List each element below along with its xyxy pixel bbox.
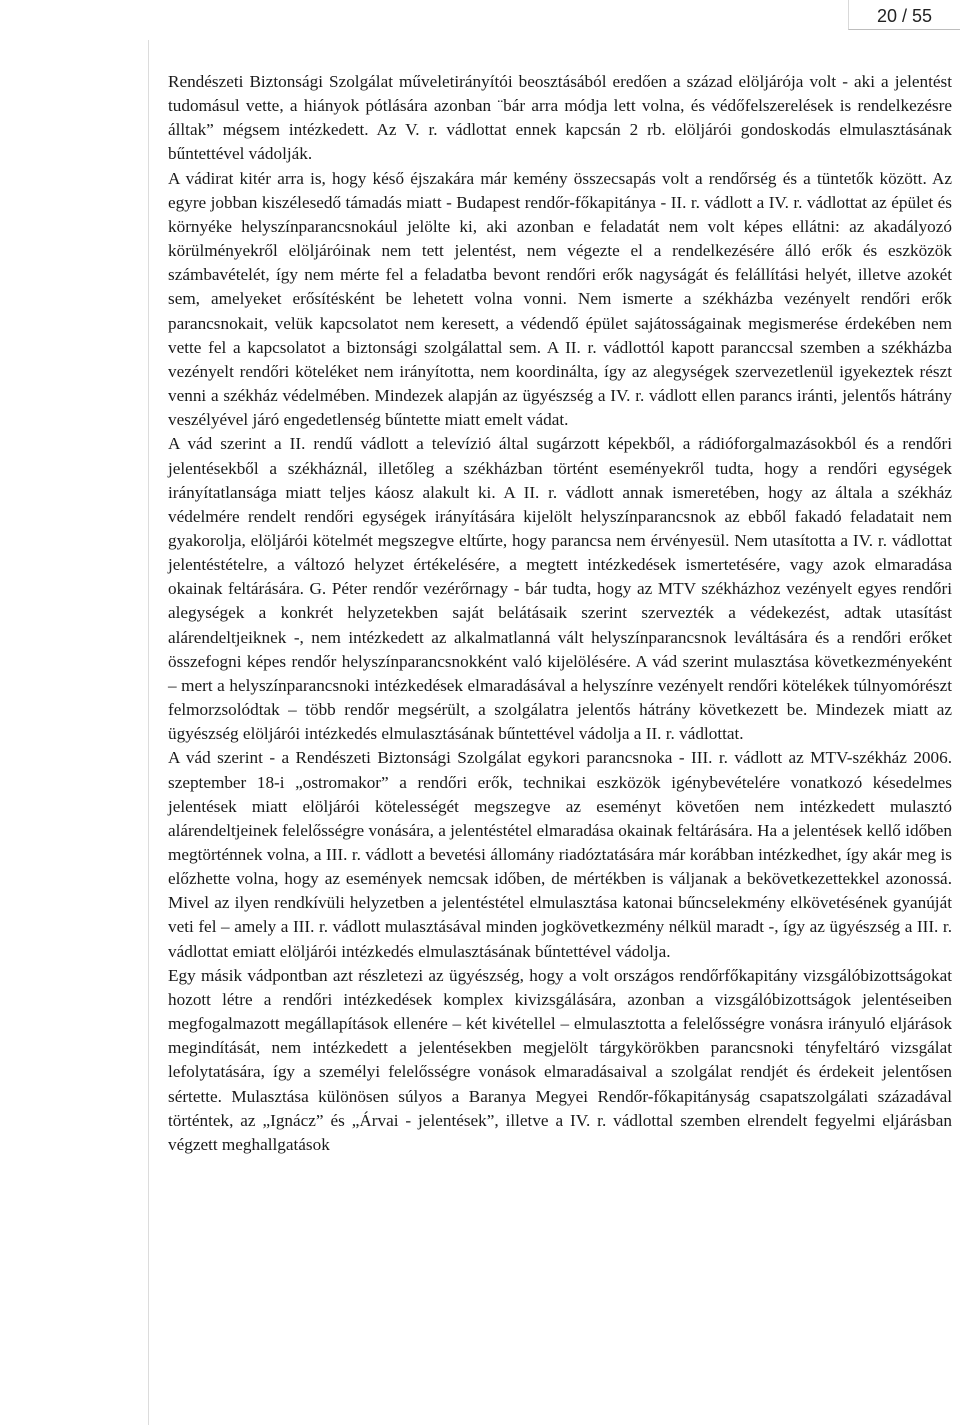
paragraph: Rendészeti Biztonsági Szolgálat műveletirányítói beosztásából eredően a század elöljárója volt - aki a jelentést tudomásul vette, a hiányok pótlására azonban ¨bár arra módja lett volna, és védőfelszerelések is rendelkezésre álltak” mégsem intézkedett. Az V. r. vádlottat ennek kapcsán 2 rb. elöljárói gondoskodás elmulasztásának bűntettével vádolják. xyxy=(168,72,952,164)
paragraph: A vád szerint - a Rendészeti Biztonsági Szolgálat egykori parancsnoka - III. r. vádlott az MTV-székház 2006. szeptember 18-i „ostromakor” a rendőri erők, technikai eszközök igénybevételére vonatkozó késedelmes jelentések miatt elöljárói kötelességét megszegve az eseményt követően nem intézkedett mulasztó alárendeltjeinek felelősségre vonására, a jelentéstétel elmaradása okainak feltárására. Ha a jelentések kellő időben megtörténnek volna, a III. r. vádlott a bevetési állomány riadóztatására már korábban intézkedhet, így akár meg is előzhette volna, hogy az események nemcsak időben, de mértékben is váljanak a bekövetkezettekkel azonossá. Mivel az ilyen rendkívüli helyzetben a jelentéstétel elmulasztása katonai bűncselekmény elkövetésének gyanúját veti fel – amely a III. r. vádlott mulasztásával minden jogkövetkezmény nélkül maradt -, így az ügyészség a III. r. vádlottat emiatt elöljárói intézkedés elmulasztásának bűntettével vádolja. xyxy=(168,748,952,961)
left-margin-rule xyxy=(148,40,149,1425)
paragraph: Egy másik vádpontban azt részletezi az ügyészség, hogy a volt országos rendőrfőkapitány vizsgálóbizottságokat hozott létre a rendőri intézkedések komplex kivizsgálására, azonban a vizsgálóbizottságok jelentéseiben megfogalmazott megállapítások ellenére – két kivétellel – elmulasztotta a felelősségre vonásra irányuló eljárások megindítását, nem intézkedett a jelentésekben megjelölt tárgykörökben parancsnoki tényfeltáró vizsgálat lefolytatására, így a személyi felelősségre vonások elmaradásaival a szolgálat rendjét és érdekeit jelentősen sértette. Mulasztása különösen súlyos a Baranya Megyei Rendőr-főkapitányság csapatszolgálati századával történtek, az „Ignácz” és „Árvai - jelentések”, illetve a IV. r. vádlottal szemben elrendelt fegyelmi eljárásban végzett meghallgatások xyxy=(168,965,952,1154)
page-header xyxy=(0,0,960,32)
paragraph: A vádirat kitér arra is, hogy késő éjszakára már kemény összecsapás volt a rendőrség és a tüntetők között. Az egyre jobban kiszélesedő támadás miatt - Budapest rendőr-főkapitánya - II. r. vádlott a IV. r. vádlottat az épület és környéke helyszínparancsnokául jelölte ki, aki azonban e feladatát nem volt képes ellátni: az akadályozó körülményekről elöljáróinak nem tett jelentést, nem végezte el a rendelkezésére álló erők és eszközök számbavételét, így nem mérte fel a feladatba bevont rendőri erők nagyságát és felállítási helyét, illetve azokét sem, amelyeket erősítésként be lehetett volna vonni. Nem ismerte a székházba vezényelt rendőri erők parancsnokait, velük kapcsolatot nem keresett, a védendő épület sajátosságainak megismerése érdekében nem vette fel a kapcsolatot a biztonsági szolgálattal sem. A II. r. vádlottól kapott paranccsal szemben a székházba vezényelt rendőri köteléket nem irányította, nem koordinálta, így az alegységek szervezetlenül igyekeztek részt venni a székház védelmében. Mindezek alapján az ügyészség a IV. r. vádlott ellen parancs iránti, jelentős hátrány veszélyével járó engedetlenség bűntette miatt emelt vádat. xyxy=(168,168,952,430)
document-body xyxy=(168,70,952,1157)
paragraph: A vád szerint a II. rendű vádlott a televízió által sugárzott képekből, a rádióforgalmazásokból és a rendőri jelentésekből a székháznál, illetőleg a székházban történt eseményekről tudta, hogy a rendőri egységek irányítatlansága miatt teljes káosz alakult ki. A II. r. vádlott annak ismeretében, hogy az általa a székház védelmére rendelt rendőri egységek irányítására kijelölt helyszínparancsnok az ebből fakadó feladatait nem gyakorolja, elöljárói kötelmét megszegve eltűrte, hogy parancsa nem érvényesül. Nem utasította a IV. r. vádlottat jelentéstételre, a változó helyzet értékelésére, a megtett intézkedések ismertetésére, vagy azok elmaradása okainak feltárására. G. Péter rendőr vezérőrnagy - bár tudta, hogy az MTV székházhoz vezényelt egyes rendőri alegységek a konkrét helyzetekben saját belátásaik szerint szervezték a védekezést, adtak utasítást alárendeltjeiknek -, nem intézkedett az alkalmatlanná vált helyszínparancsnok leváltására és a rendőri erőket összefogni képes rendőr helyszínparancsnokként való kijelölésére. A vád szerint mulasztása következményeként – mert a helyszínparancsnoki intézkedések elmaradásával a helyszínre vezényelt rendőri kötelékek túlnyomórészt felmorzsolódtak – több rendőr megsérült, a szolgálatra jelentős hátrány következett be. Mindezek miatt az ügyészség elöljárói intézkedés elmulasztásának bűntettével vádolja a II. r. vádlottat. xyxy=(168,434,952,744)
page-number: 20 / 55 xyxy=(848,0,960,30)
